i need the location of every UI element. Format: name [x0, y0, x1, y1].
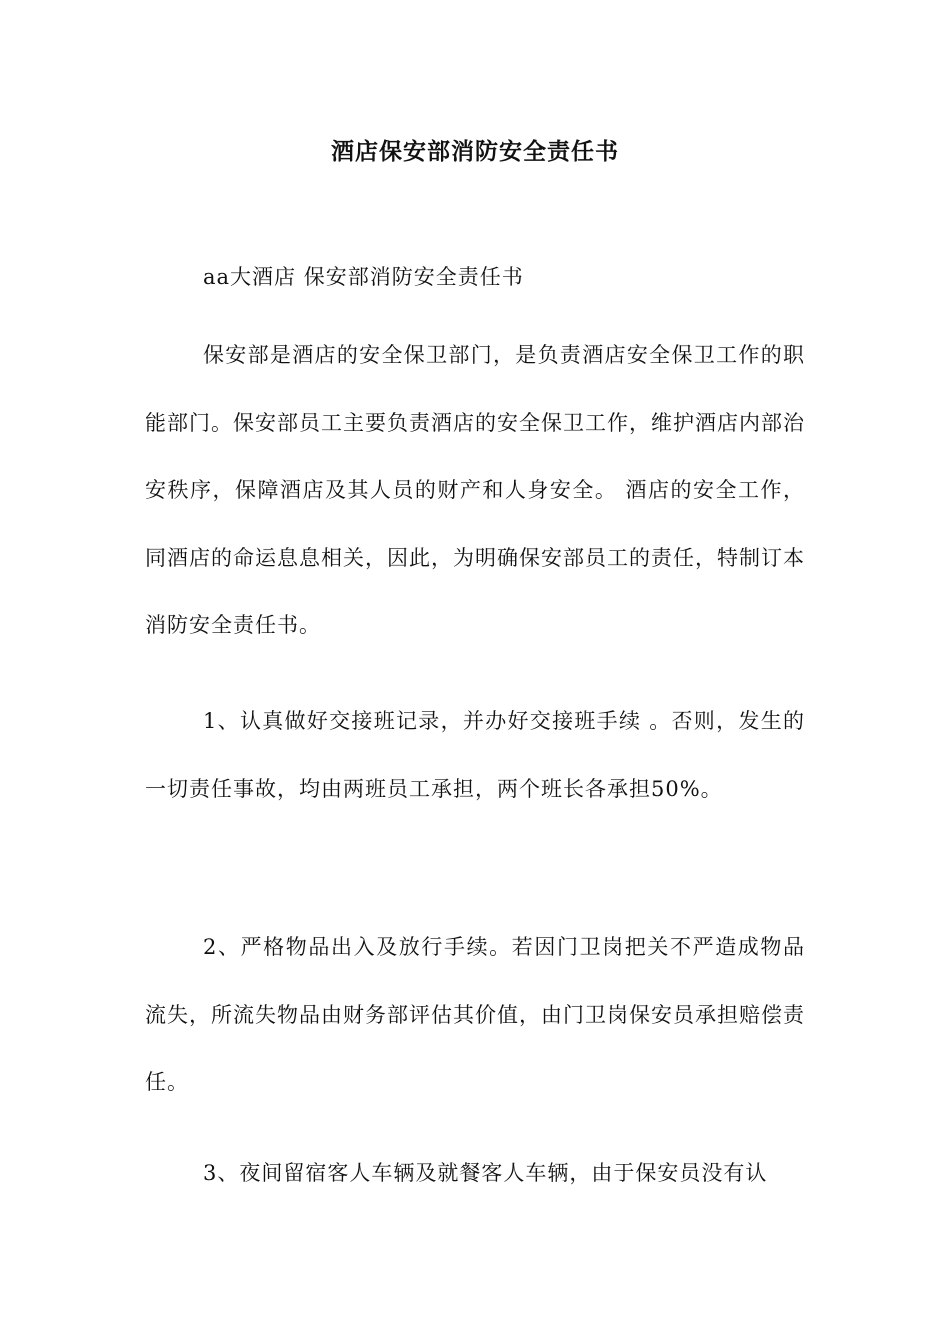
document-subtitle: aa大酒店 保安部消防安全责任书: [203, 265, 524, 289]
paragraph-item-1: 1、认真做好交接班记录，并办好交接班手续 。否则，发生的一切责任事故，均由两班员工承担，两个班长各承担50%。: [145, 709, 805, 801]
document-title: 酒店保安部消防安全责任书: [331, 138, 619, 165]
paragraph-item-3: 3、夜间留宿客人车辆及就餐客人车辆，由于保安员没有认: [203, 1161, 768, 1185]
paragraph-intro: 保安部是酒店的安全保卫部门，是负责酒店安全保卫工作的职能部门。保安部员工主要负责酒店的安全保卫工作，维护酒店内部治安秩序，保障酒店及其人员的财产和人身安全。 酒店的安全工作，同酒店的命运息息相关，因此，为明确保安部员工的责任，特制订本消防安全责任书。: [145, 343, 805, 637]
paragraph-item-2: 2、严格物品出入及放行手续。若因门卫岗把关不严造成物品流失，所流失物品由财务部评估其价值，由门卫岗保安员承担赔偿责任。: [145, 935, 805, 1094]
